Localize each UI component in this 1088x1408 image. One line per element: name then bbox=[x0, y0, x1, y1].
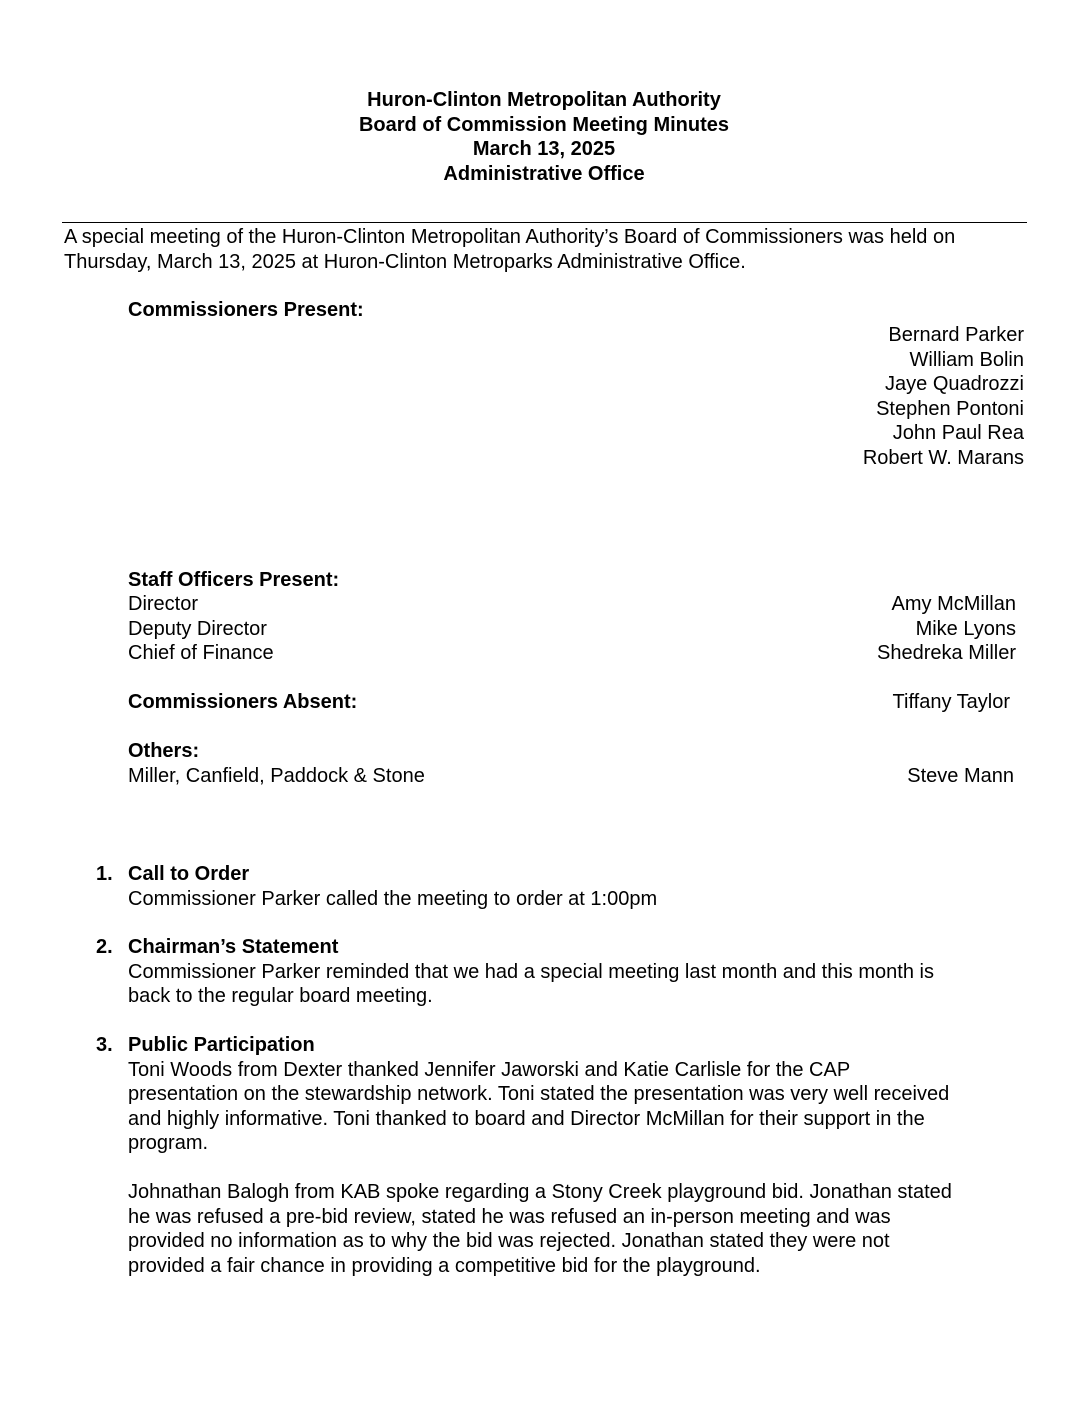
staff-role: Deputy Director bbox=[128, 618, 267, 640]
document-header bbox=[0, 88, 1088, 186]
org-name: Huron-Clinton Metropolitan Authority bbox=[367, 89, 721, 111]
commissioners-absent-row bbox=[128, 690, 1010, 715]
staff-name: Amy McMillan bbox=[891, 593, 1016, 615]
commissioner-name: Bernard Parker bbox=[888, 324, 1024, 346]
item-line: Toni Woods from Dexter thanked Jennifer Jaworski and Katie Carlisle for the CAP bbox=[128, 1058, 851, 1081]
item-line: provided a fair chance in providing a competitive bid for the playground. bbox=[128, 1254, 761, 1277]
commissioner-name: Robert W. Marans bbox=[862, 446, 1024, 469]
agenda-item-public-participation bbox=[96, 1033, 1016, 1278]
item-number: 2. bbox=[96, 936, 113, 958]
item-line: and highly informative. Toni thanked to board and Director McMillan for their support in the bbox=[128, 1107, 925, 1130]
commissioners-absent-heading: Commissioners Absent: bbox=[128, 691, 358, 713]
commissioners-present-list bbox=[863, 323, 1024, 470]
absent-name: Tiffany Taylor bbox=[892, 691, 1010, 713]
commissioners-present-heading: Commissioners Present: bbox=[128, 299, 364, 321]
item-line: program. bbox=[128, 1132, 209, 1154]
item-number: 1. bbox=[96, 863, 113, 885]
meeting-location: Administrative Office bbox=[443, 162, 645, 185]
others-row bbox=[128, 764, 1014, 789]
others-org: Miller, Canfield, Paddock & Stone bbox=[128, 765, 425, 787]
item-line: provided no information as to why the bid was rejected. Jonathan stated they were not bbox=[128, 1230, 890, 1252]
intro-paragraph bbox=[64, 225, 1034, 274]
staff-row bbox=[128, 641, 1016, 666]
item-line: Commissioner Parker called the meeting to order at 1:00pm bbox=[128, 887, 658, 910]
agenda-item-chairmans-statement bbox=[96, 935, 1016, 1009]
staff-role: Director bbox=[128, 593, 199, 615]
item-number: 3. bbox=[96, 1034, 113, 1056]
others-heading: Others: bbox=[128, 740, 200, 762]
others-name: Steve Mann bbox=[907, 765, 1014, 787]
agenda-item-call-to-order bbox=[96, 862, 1016, 911]
intro-line: Thursday, March 13, 2025 at Huron-Clinton Metroparks Administrative Office. bbox=[64, 250, 746, 273]
commissioner-name: John Paul Rea bbox=[892, 422, 1024, 444]
item-title: Public Participation bbox=[128, 1034, 315, 1056]
item-title: Call to Order bbox=[128, 863, 250, 885]
commissioner-name: Stephen Pontoni bbox=[876, 397, 1024, 420]
header-divider bbox=[62, 222, 1027, 223]
staff-row bbox=[128, 592, 1016, 617]
staff-name: Shedreka Miller bbox=[877, 642, 1016, 664]
item-line: presentation on the stewardship network. Toni stated the presentation was very well received bbox=[128, 1083, 950, 1105]
commissioner-name: William Bolin bbox=[909, 348, 1024, 371]
item-line: back to the regular board meeting. bbox=[128, 985, 433, 1007]
staff-officers-heading: Staff Officers Present: bbox=[128, 569, 340, 591]
item-title: Chairman’s Statement bbox=[128, 936, 339, 958]
document-title: Board of Commission Meeting Minutes bbox=[358, 113, 730, 136]
item-line: Commissioner Parker reminded that we had a special meeting last month and this month is bbox=[128, 960, 934, 983]
meeting-date: March 13, 2025 bbox=[472, 138, 616, 160]
staff-name: Mike Lyons bbox=[915, 618, 1016, 640]
item-line: he was refused a pre-bid review, stated he was refused an in-person meeting and was bbox=[128, 1205, 891, 1228]
staff-role: Chief of Finance bbox=[128, 642, 274, 664]
intro-line: A special meeting of the Huron-Clinton Metropolitan Authority’s Board of Commissioners was held on bbox=[64, 226, 956, 248]
staff-row bbox=[128, 617, 1016, 642]
commissioner-name: Jaye Quadrozzi bbox=[885, 373, 1024, 395]
item-line: Johnathan Balogh from KAB spoke regarding a Stony Creek playground bid. Jonathan stated bbox=[128, 1181, 952, 1203]
